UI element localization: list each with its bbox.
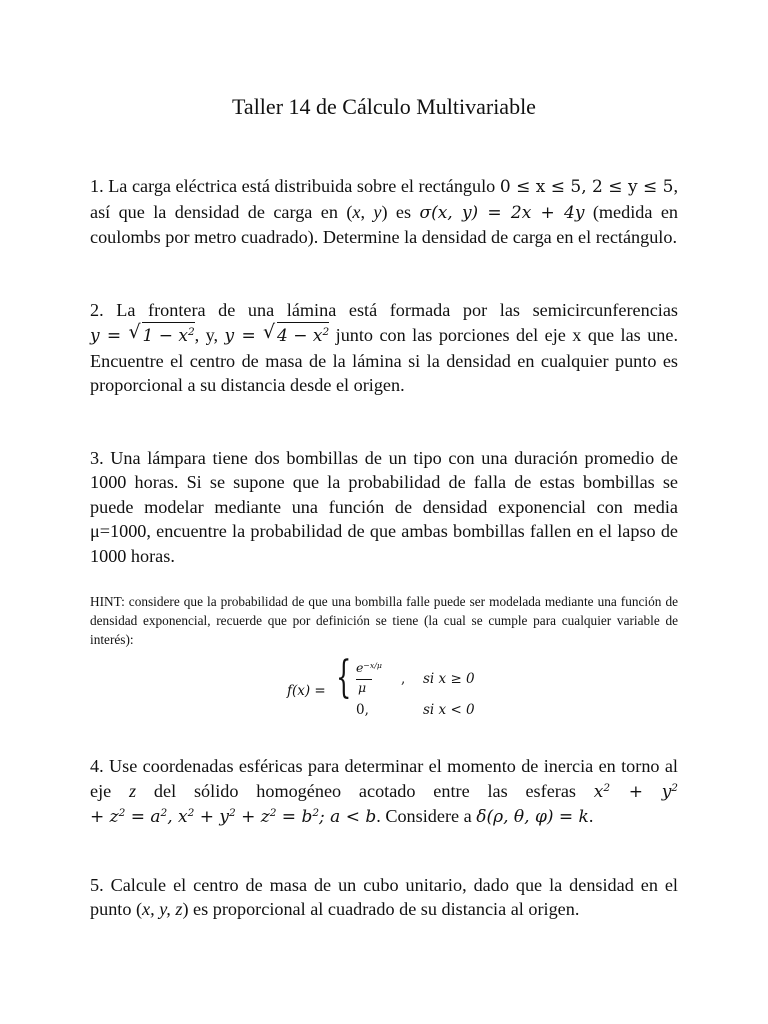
problem-3: 3. Una lámpara tiene dos bombillas de un tipo con una duración promedio de 1000 horas. Si se supone que la probabilidad de falla de estas bombillas se puede modelar mediante una función de densidad exponencial con media μ=1000, encuentre la probabilidad de que ambas bombillas fallen en el lapso de 1000 horas. [90,447,678,566]
math-part: = a [125,807,161,828]
formula-case-1-numerator [356,660,382,675]
problem-4-text-a: 4. Use coordenadas esféricas para determinar el momento de inercia en torno al eje [90,756,678,801]
math-exp: 2 [187,807,195,820]
problem-4-spheres-math [594,782,678,802]
problem-4-spheres-math-2 [90,807,376,827]
document-title: Taller 14 de Cálculo Multivariable [232,94,536,119]
problem-2-text-a: 2. La frontera de una lámina está formada por las semicircunferencias [90,299,678,320]
problem-5 [90,873,678,922]
math-part: + z [90,807,119,828]
problem-5-text-b: ) es proporcional al cuadrado de su distancia al origen. [182,899,580,920]
math-exp: 2 [228,807,236,820]
sqrt-symbol-icon: √ [263,321,276,343]
problem-4 [90,754,678,830]
problem-2-text-b: , y, [194,325,225,345]
problem-2-radicand-1 [142,322,194,349]
problem-5-vars: x, y, z [142,899,183,920]
left-brace-icon: { [336,652,352,704]
problem-1-text-c: ) es [381,201,420,222]
problem-1-var-x: x [352,201,361,222]
problem-4-text-c: . Considere a [376,806,477,827]
formula-case-1-condition: si x ≥ 0 [423,671,475,688]
math-part: = b [276,807,313,828]
math-part: ; a < b [319,807,377,828]
problem-1-var-y: y [373,201,382,222]
formula-lhs: f(x) = [287,683,326,700]
problem-4-text-b: del sólido homogéneo acotado entre las esferas [136,780,594,801]
hint-text: HINT: considere que la probabilidad de que una bombilla falle puede ser modelada mediante una función de densidad exponencial, recuerde que por definición se tiene (la cual se cumple para cualquier variable de interés): [90,594,678,647]
math-exp: 2 [160,807,168,820]
formula-case-1-denominator: μ [358,680,367,696]
sqrt-symbol-icon: √ [128,321,141,343]
formula-case-2-condition: si x < 0 [423,702,475,719]
math-exp: 2 [269,807,277,820]
math-part: , x [167,807,188,828]
problem-1-sep: , [360,201,374,222]
problem-1 [90,174,678,250]
problem-1-rectangle-math: 0 ≤ x ≤ 5, 2 ≤ y ≤ 5 [499,177,674,197]
problem-2-sqrt-1 [128,322,194,349]
formula-case-2-value: 0, [356,702,369,719]
problem-2-sqrt-2 [263,322,329,349]
problem-2 [90,298,678,398]
math-exp: 2 [671,782,678,794]
math-part: x [593,781,604,802]
problem-2-radicand-1-text: 1 − x [142,326,188,346]
problem-1-density-math: σ(x, y) = 2x + 4y [419,202,585,223]
formula-exp-base: e [356,660,364,676]
problem-2-radicand-2 [277,322,329,349]
problem-1-text-a: 1. La carga eléctrica está distribuida sobre el rectángulo [90,176,500,196]
problem-5-text-a: 5. Calcule el centro de masa de un cubo unitario, dado que la densidad en el punto ( [90,874,678,920]
problem-1-text-d: (medida en coulombs por metro cuadrado). Determine la densidad de carga en el rectángulo. [90,201,678,247]
problem-1-text-b: , así que la densidad de carga en ( [90,176,678,222]
problem-2-radicand-1-exp: 2 [187,326,195,339]
math-exp: 2 [603,782,611,794]
problem-4-text-d: . [588,806,594,827]
formula-exp-power: −x/μ [363,661,382,671]
math-part: + y [194,807,229,828]
density-formula [90,652,678,728]
math-exp: 2 [118,807,126,820]
problem-4-delta-math: δ(ρ, θ, φ) = k [476,807,589,828]
math-part: + z [235,807,270,828]
math-exp: 2 [312,807,320,820]
math-part: + y [610,781,672,802]
problem-2-y1-math: y = [90,326,129,346]
problem-2-text-c: junto con las porciones del eje x que las une. Encuentre el centro de masa de la lámina si la densidad en cualquier punto es proporcional a su distancia desde el origen. [90,325,679,395]
problem-2-y2-math: y = [224,326,264,346]
problem-2-radicand-2-exp: 2 [322,326,330,339]
problem-2-radicand-2-text: 4 − x [277,326,323,346]
problem-4-var-z: z [129,780,137,801]
formula-case-1-comma: , [401,671,406,688]
